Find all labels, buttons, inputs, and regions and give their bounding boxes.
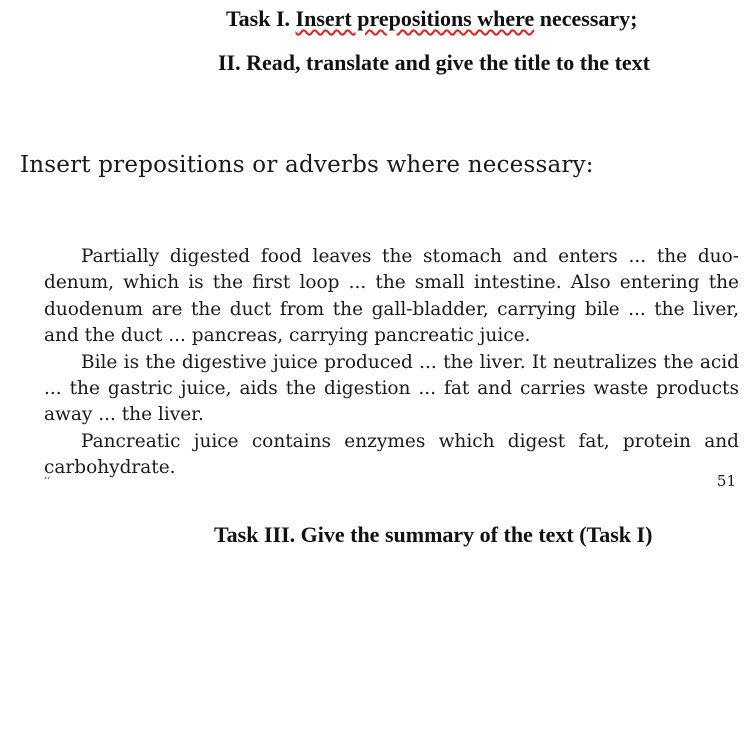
task-1-heading xyxy=(226,6,638,32)
paragraph-1: Partially digested food leaves the stomach and enters ... the duodenum, which is the first loop ... the small intestine. Also entering the duodenum are the duct from the gall-bladder, carrying bile ... the liver, and the duct ... pancreas, carrying pancreatic juice. xyxy=(44,246,739,347)
task-2-heading: II. Read, translate and give the title to the text xyxy=(218,50,650,75)
exercise-text xyxy=(44,244,739,482)
task-1-spellcheck-text: Insert prepositions where xyxy=(295,6,535,31)
paragraph-3: Pancreatic juice contains enzymes which digest fat, protein and carbohydrate. xyxy=(44,430,739,479)
page-number: 51 xyxy=(716,472,736,490)
paragraph-2: Bile is the digestive juice produced ... the liver. It neutralizes the acid ... the gastric juice, aids the digestion ... fat and carries waste products away ... the liver. xyxy=(44,351,739,426)
scan-speck: ‘‘ xyxy=(44,476,51,487)
scanned-textbook-excerpt xyxy=(0,130,750,500)
exercise-heading: Insert prepositions or adverbs where necessary: xyxy=(20,152,594,178)
task-1-label: Task I. xyxy=(226,6,291,31)
task-1-suffix: necessary; xyxy=(539,6,638,31)
task-3-heading: Task III. Give the summary of the text (Task I) xyxy=(214,522,653,547)
